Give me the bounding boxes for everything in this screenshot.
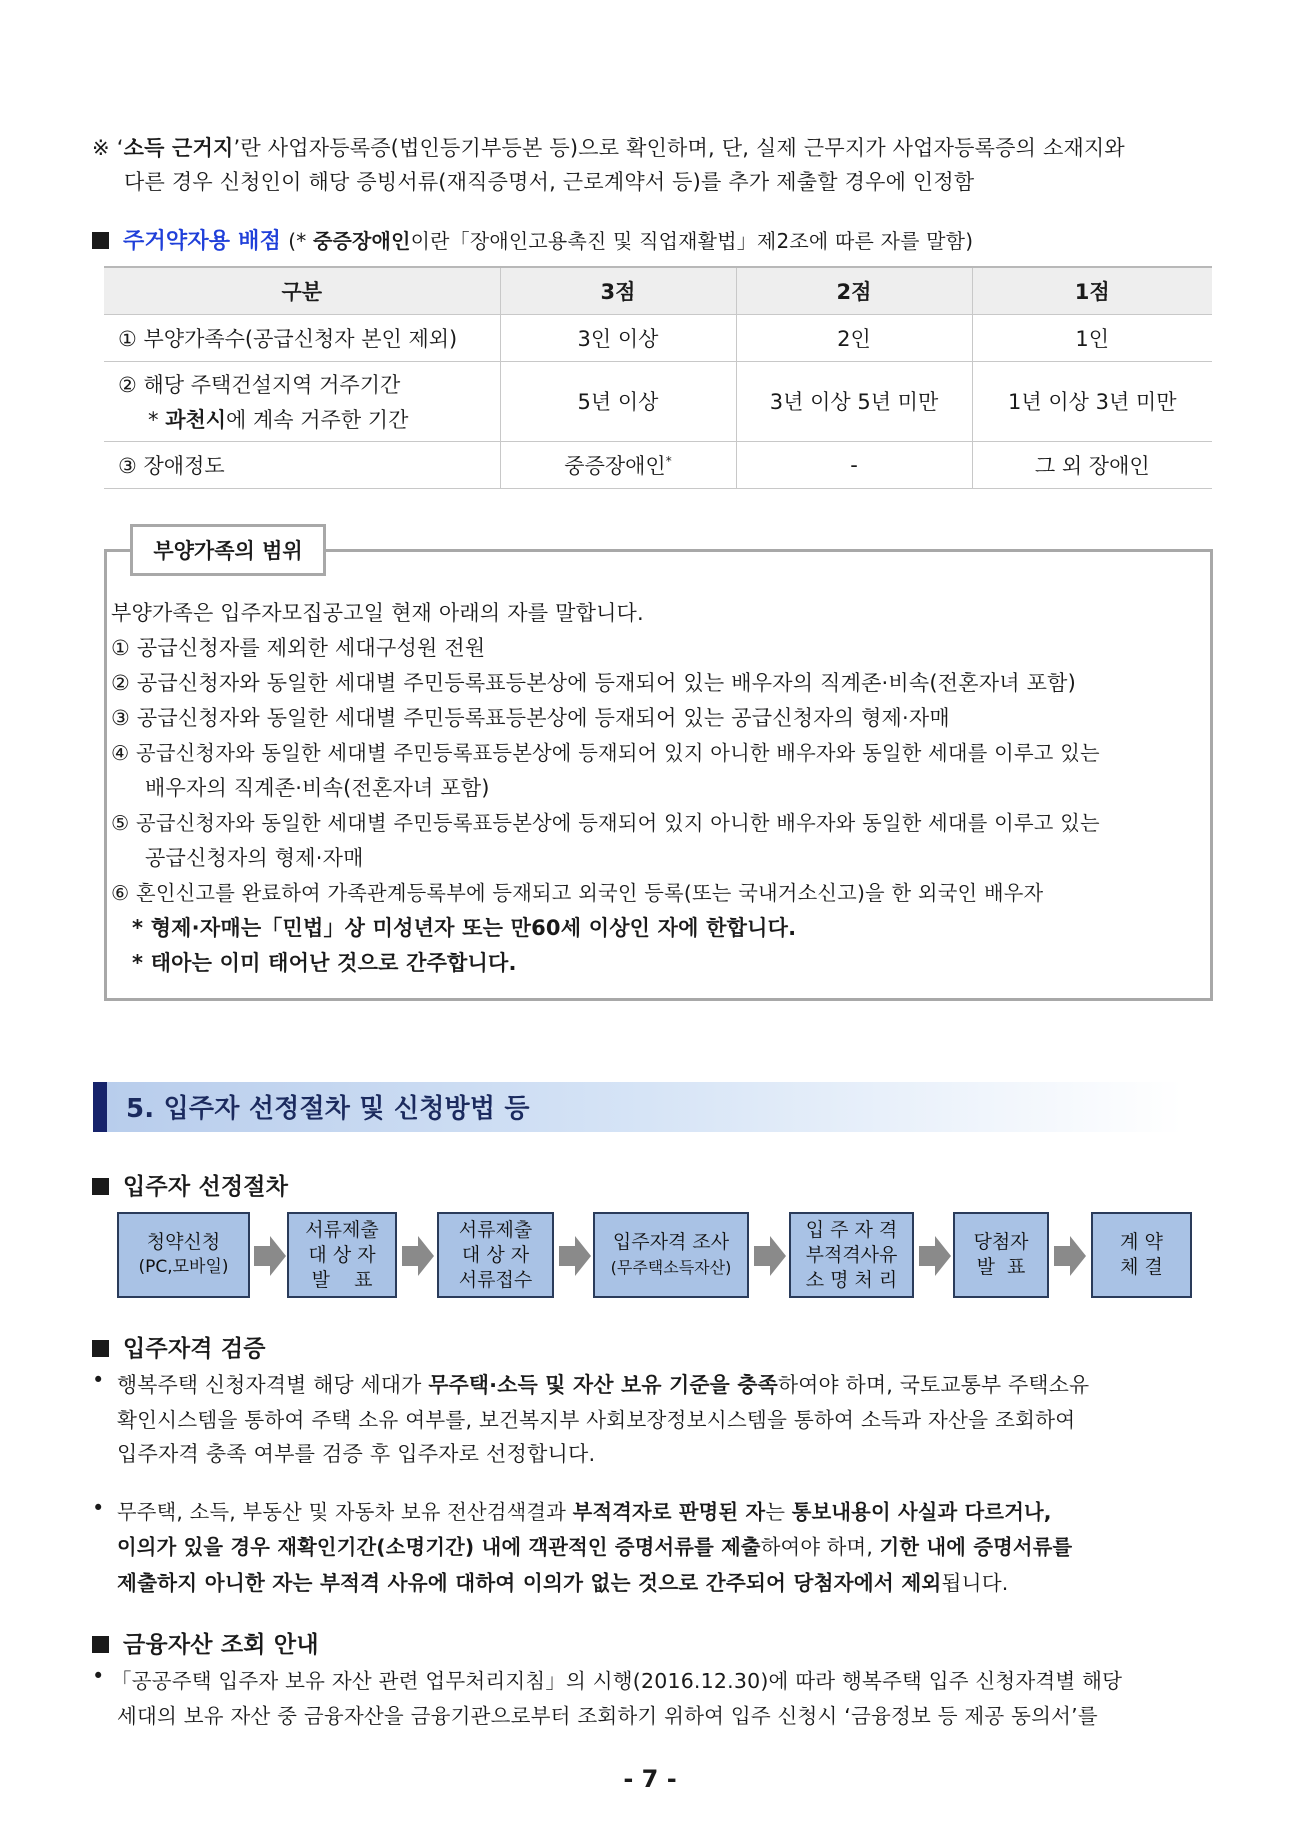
flow-step-document-notice: 서류제출 대 상 자 발 표 [287,1212,397,1298]
section-title: 5. 입주자 선정절차 및 신청방법 등 [126,1094,530,1124]
arrow-right-icon [752,1234,788,1278]
verification-paragraph1-line2: 확인시스템을 통하여 주택 소유 여부를, 보건복지부 사회보장정보시스템을 통하여 소득과 자산을 조회하여 [117,1408,1076,1432]
dependents-item: ② 공급신청자와 동일한 세대별 주민등록표등본상에 등재되어 있는 배우자의 직계존·비속(전혼자녀 포함) [111,671,1076,695]
arrow-right-icon [252,1234,288,1278]
arrow-right-icon [400,1234,436,1278]
bullet-dot-icon: • [92,1496,105,1520]
bullet-dot-icon: • [92,1368,105,1392]
dependents-item: ① 공급신청자를 제외한 세대구성원 전원 [111,636,486,660]
dependents-item: ④ 공급신청자와 동일한 세대별 주민등록표등본상에 등재되어 있지 아니한 배우자와 동일한 세대를 이루고 있는 [111,741,1100,765]
dependents-item-continued: 배우자의 직계존·비속(전혼자녀 포함) [145,776,490,800]
finance-heading: 금융자산 조회 안내 [92,1626,319,1659]
square-bullet-icon [92,1178,109,1195]
flow-step-eligibility-check: 입주자격 조사 (무주택소득자산) [593,1212,749,1298]
arrow-right-icon [1052,1234,1088,1278]
table-row: ① 부양가족수(공급신청자 본인 제외) 3인 이상 2인 1인 [104,314,1212,361]
verification-paragraph2-line3: 제출하지 아니한 자는 부적격 사유에 대하여 이의가 없는 것으로 간주되어 당첨자에서 제외됩니다. [117,1571,1009,1595]
flow-step-ineligibility-explanation: 입 주 자 격 부적격사유 소 명 처 리 [789,1212,914,1298]
header-2points: 2점 [736,267,972,314]
flow-step-application: 청약신청 (PC,모바일) [117,1212,250,1298]
finance-paragraph-line2: 세대의 보유 자산 중 금융자산을 금융기관으로부터 조회하기 위하여 입주 신청시 ‘금융정보 등 제공 동의서’를 [117,1704,1098,1728]
points-table [104,266,1212,489]
table-row: ② 해당 주택건설지역 거주기간 * 과천시에 계속 거주한 기간 5년 이상 3년 이상 5년 미만 1년 이상 3년 미만 [104,361,1212,441]
bullet-dot-icon: • [92,1664,105,1688]
dependents-item: ③ 공급신청자와 동일한 세대별 주민등록표등본상에 등재되어 있는 공급신청자의 형제·자매 [111,706,950,730]
square-bullet-icon [92,1340,109,1357]
square-bullet-icon [92,1636,109,1653]
verification-paragraph2-line2: 이의가 있을 경우 재확인기간(소명기간) 내에 객관적인 증명서류를 제출하여야 하며, 기한 내에 증명서류를 [117,1535,1073,1559]
points-heading: 주거약자용 배점 (* 중증장애인이란「장애인고용촉진 및 직업재활법」제2조에 따른 자를 말함) [92,224,973,255]
verification-paragraph1-line3: 입주자격 충족 여부를 검증 후 입주자로 선정합니다. [117,1442,596,1466]
flow-step-winner-announcement: 당첨자 발 표 [953,1212,1049,1298]
dependents-note: * 태아는 이미 태어난 것으로 간주합니다. [132,951,517,975]
arrow-right-icon [557,1234,593,1278]
dependents-item: ⑥ 혼인신고를 완료하여 가족관계등록부에 등재되고 외국인 등록(또는 국내거소신고)을 한 외국인 배우자 [111,881,1044,905]
selection-heading: 입주자 선정절차 [92,1168,288,1201]
header-1point: 1점 [972,267,1212,314]
income-basis-note-line1: ※ ‘소득 근거지’란 사업자등록증(법인등기부등본 등)으로 확인하며, 단, 실제 근무지가 사업자등록증의 소재지와 [92,136,1125,160]
income-basis-term: 소득 근거지 [123,136,234,160]
table-row: ③ 장애정도 중증장애인* - 그 외 장애인 [104,441,1212,488]
dependents-box-title: 부양가족의 범위 [130,524,326,576]
header-category: 구분 [104,267,500,314]
square-bullet-icon [92,232,109,249]
flow-step-document-receipt: 서류제출 대 상 자 서류접수 [437,1212,554,1298]
header-3points: 3점 [500,267,736,314]
arrow-right-icon [917,1234,953,1278]
dependents-item-continued: 공급신청자의 형제·자매 [145,846,364,870]
flow-step-contract: 계 약 체 결 [1091,1212,1192,1298]
verification-heading: 입주자격 검증 [92,1330,266,1363]
income-basis-note-line2: 다른 경우 신청인이 해당 증빙서류(재직증명서, 근로계약서 등)를 추가 제출할 경우에 인정함 [124,170,975,194]
dependents-intro: 부양가족은 입주자모집공고일 현재 아래의 자를 말합니다. [111,601,644,625]
finance-paragraph-line1: 「공공주택 입주자 보유 자산 관련 업무처리지침」의 시행(2016.12.30)에 따라 행복주택 입주 신청자격별 해당 [111,1669,1123,1693]
dependents-item: ⑤ 공급신청자와 동일한 세대별 주민등록표등본상에 등재되어 있지 아니한 배우자와 동일한 세대를 이루고 있는 [111,811,1100,835]
verification-paragraph1-line1: 행복주택 신청자격별 해당 세대가 무주택·소득 및 자산 보유 기준을 충족하여야 하며, 국토교통부 주택소유 [117,1373,1090,1397]
verification-paragraph2-line1: 무주택, 소득, 부동산 및 자동차 보유 전산검색결과 부적격자로 판명된 자는 통보내용이 사실과 다르거나, [117,1500,1052,1524]
page-number: - 7 - [623,1765,677,1793]
dependents-note: * 형제·자매는「민법」상 미성년자 또는 만60세 이상인 자에 한합니다. [132,916,797,940]
